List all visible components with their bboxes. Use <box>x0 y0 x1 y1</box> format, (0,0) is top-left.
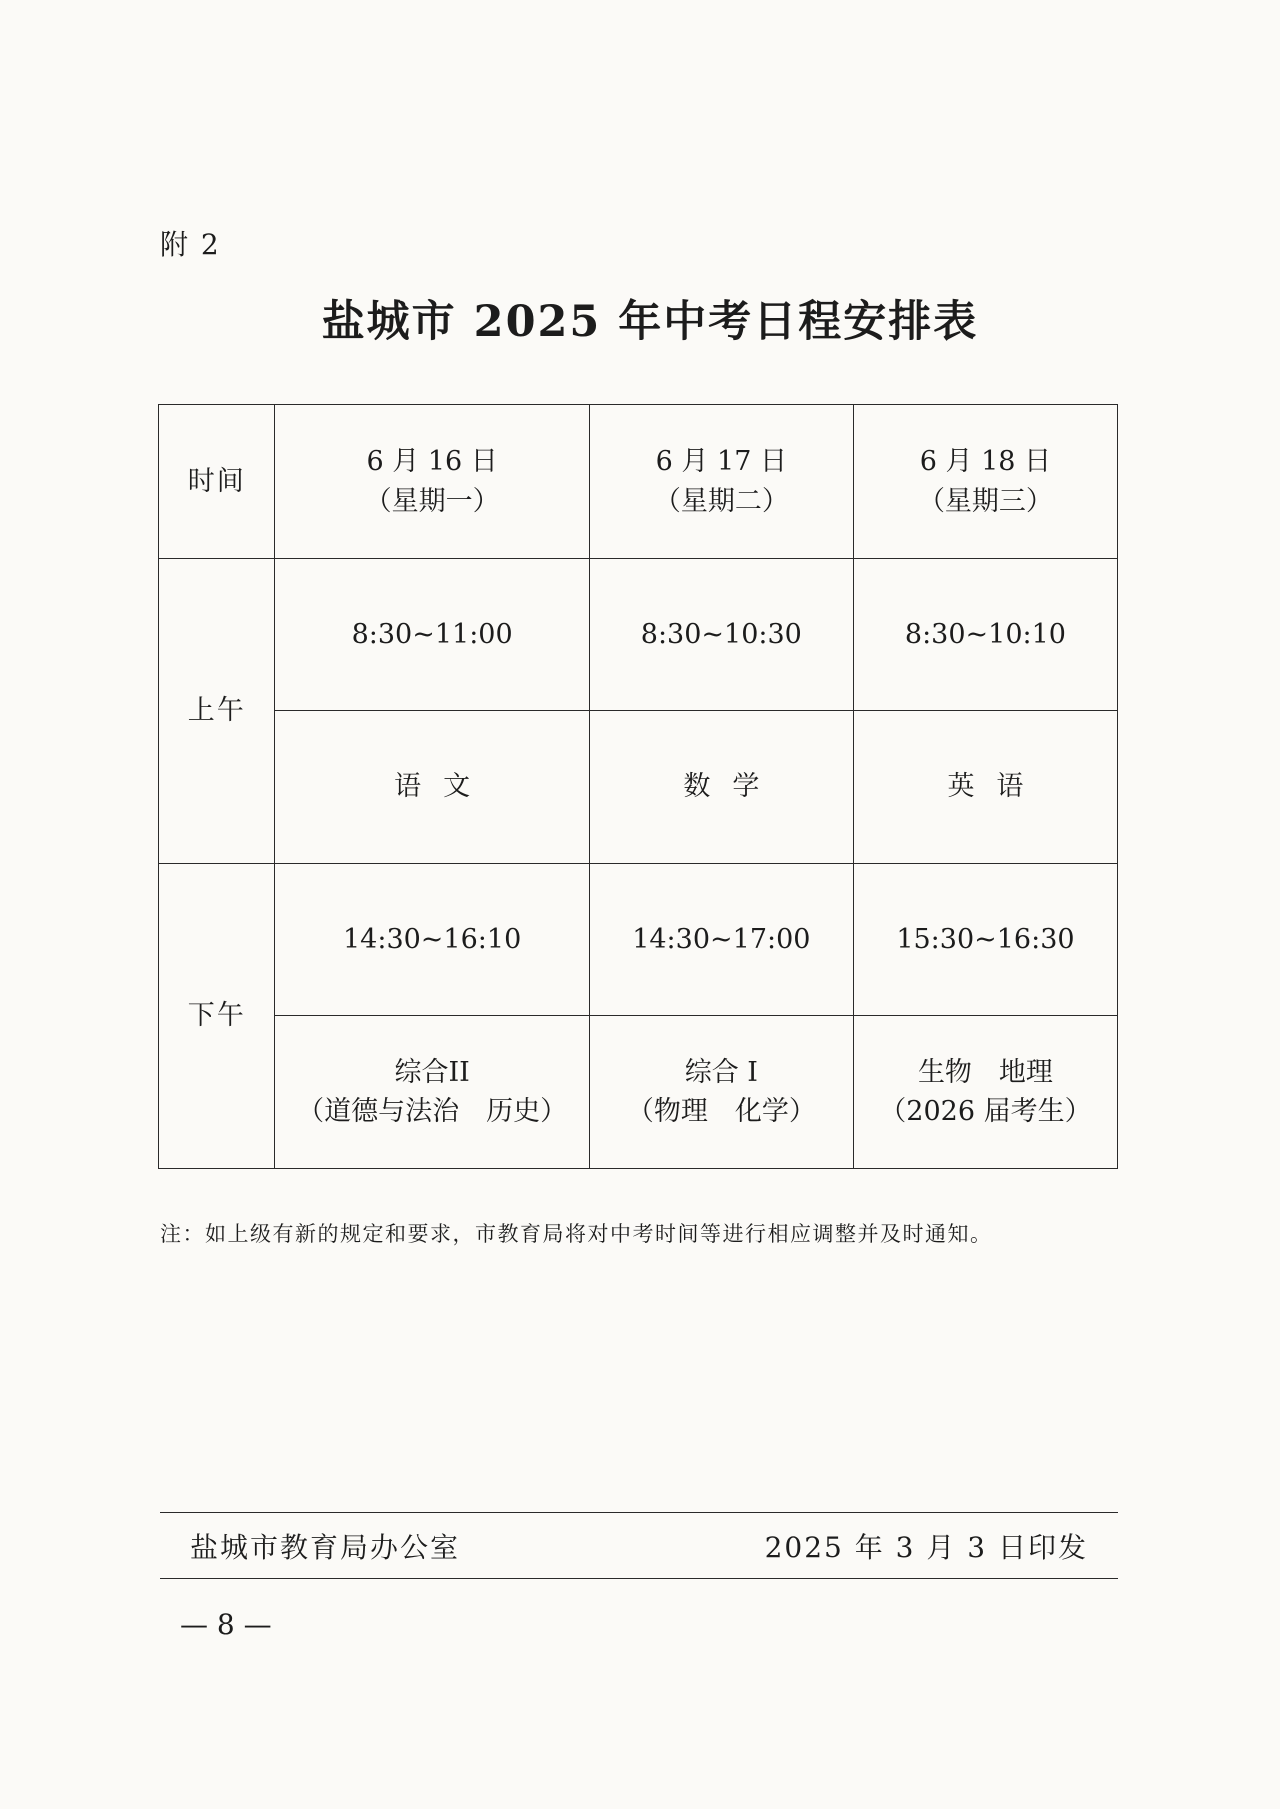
afternoon-label: 下午 <box>159 864 275 1169</box>
footer-divider-bottom <box>160 1578 1118 1579</box>
subject-name: 综合 I <box>684 1056 758 1088</box>
exam-subject-cell <box>275 1016 589 1169</box>
exam-time-cell: 8:30~10:10 <box>853 559 1117 711</box>
footer-divider-top <box>160 1512 1118 1513</box>
day-header <box>589 405 853 559</box>
morning-time-row <box>159 559 1118 711</box>
subject-name: 英语 <box>947 771 1046 803</box>
attachment-label: 附 2 <box>160 228 221 261</box>
afternoon-time-row <box>159 864 1118 1016</box>
header-time-label: 时间 <box>159 405 275 559</box>
exam-time-cell: 8:30~11:00 <box>275 559 589 711</box>
day-date: 6 月 16 日 <box>366 446 498 478</box>
exam-time-cell: 14:30~16:10 <box>275 864 589 1016</box>
afternoon-subject-row <box>159 1016 1118 1169</box>
issuing-office: 盐城市教育局办公室 <box>190 1531 461 1564</box>
exam-subject-cell <box>853 1016 1117 1169</box>
morning-subject-row <box>159 711 1118 864</box>
day-weekday: （星期三） <box>917 485 1053 517</box>
subject-detail: （2026 届考生） <box>879 1096 1092 1127</box>
issue-date: 2025 年 3 月 3 日印发 <box>764 1531 1088 1564</box>
day-header <box>275 405 589 559</box>
exam-subject-cell <box>853 711 1117 864</box>
subject-name: 语文 <box>394 771 493 803</box>
morning-label: 上午 <box>159 559 275 864</box>
exam-subject-cell <box>589 711 853 864</box>
exam-time-cell: 14:30~17:00 <box>589 864 853 1016</box>
day-weekday: （星期二） <box>653 485 789 517</box>
footnote: 注：如上级有新的规定和要求，市教育局将对中考时间等进行相应调整并及时通知。 <box>160 1222 993 1246</box>
page-number: — 8 — <box>180 1608 272 1641</box>
exam-time-cell: 15:30~16:30 <box>853 864 1117 1016</box>
day-weekday: （星期一） <box>364 485 500 517</box>
exam-subject-cell <box>275 711 589 864</box>
exam-schedule-table <box>158 404 1118 1169</box>
table-header-row <box>159 405 1118 559</box>
exam-subject-cell <box>589 1016 853 1169</box>
subject-detail: （物理 化学） <box>626 1096 816 1127</box>
subject-name: 数学 <box>683 771 782 803</box>
exam-time-cell: 8:30~10:30 <box>589 559 853 711</box>
day-date: 6 月 18 日 <box>919 446 1052 478</box>
subject-name: 综合II <box>394 1056 470 1088</box>
subject-detail: （道德与法治 历史） <box>297 1096 568 1127</box>
day-date: 6 月 17 日 <box>655 446 787 478</box>
subject-name: 生物 地理 <box>917 1056 1053 1088</box>
document-title: 盐城市 2025 年中考日程安排表 <box>321 297 979 347</box>
day-header <box>853 405 1117 559</box>
